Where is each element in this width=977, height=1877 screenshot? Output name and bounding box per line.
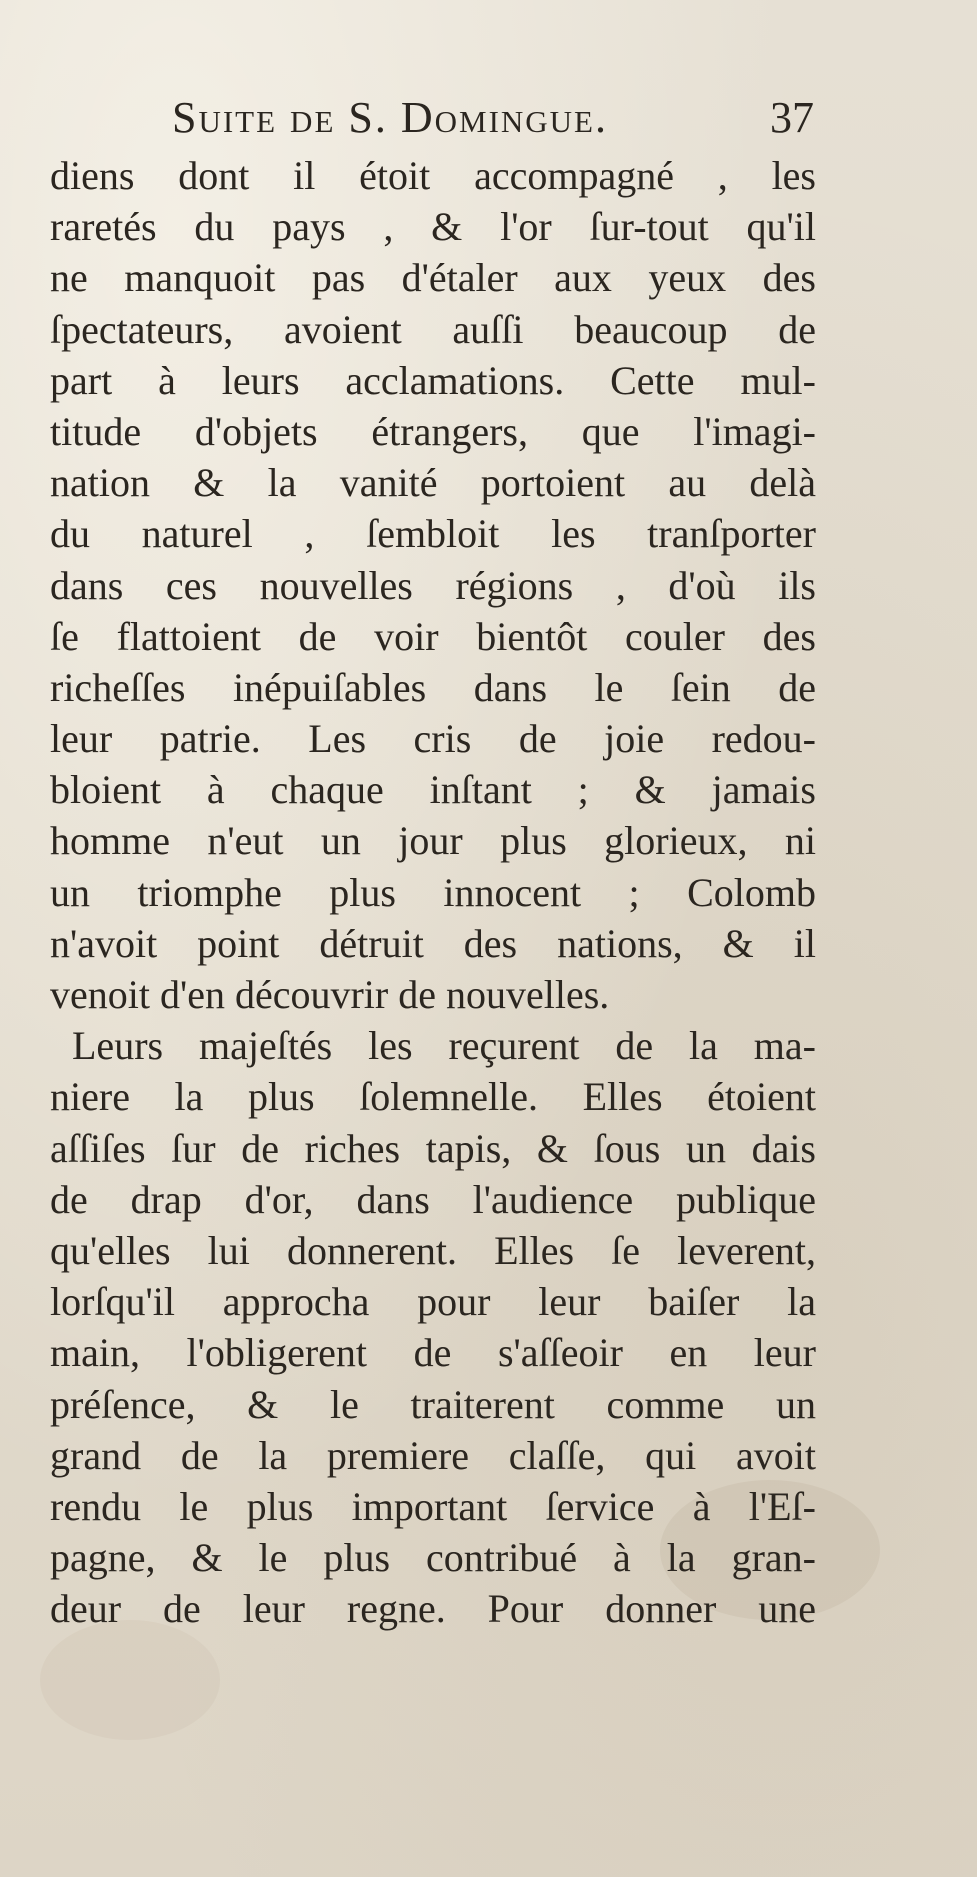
text-line: du naturel , ſembloit les tranſporter — [50, 511, 816, 557]
text-line: Leurs majeſtés les reçurent de la ma- — [72, 1023, 816, 1069]
text-line: venoit d'en découvrir de nouvelles. — [50, 972, 610, 1017]
text-line: un triomphe plus innocent ; Colomb — [50, 869, 816, 915]
text-line: rendu le plus important ſervice à l'Eſ- — [50, 1483, 816, 1529]
text-line: main, l'obligerent de s'aſſeoir en leur — [50, 1330, 816, 1376]
text-line: homme n'eut un jour plus glorieux, ni — [50, 818, 816, 864]
page-header — [172, 92, 822, 148]
page-number: 37 — [770, 93, 814, 142]
paper-stain — [40, 1620, 220, 1740]
text-line: ſpectateurs, avoient auſſi beaucoup de — [50, 306, 816, 352]
running-head: Suite de S. Domingue. — [172, 93, 608, 142]
text-line: nation & la vanité portoient au delà — [50, 460, 816, 506]
text-line: niere la plus ſolemnelle. Elles étoient — [50, 1074, 816, 1120]
text-line: bloient à chaque inſtant ; & jamais — [50, 767, 816, 813]
text-line: de drap d'or, dans l'audience publique — [50, 1176, 816, 1222]
text-line: grand de la premiere claſſe, qui avoit — [50, 1432, 816, 1478]
paragraph — [50, 150, 816, 1020]
text-line: leur patrie. Les cris de joie redou- — [50, 716, 816, 762]
text-line: deur de leur regne. Pour donner une — [50, 1586, 816, 1632]
text-line: diens dont il étoit accompagné , les — [50, 153, 816, 198]
text-line: titude d'objets étrangers, que l'imagi- — [50, 408, 816, 454]
paragraph — [50, 1020, 816, 1634]
text-line: raretés du pays , & l'or ſur-tout qu'il — [50, 204, 816, 250]
text-line: n'avoit point détruit des nations, & il — [50, 920, 816, 966]
text-line: part à leurs acclamations. Cette mul- — [50, 357, 816, 403]
text-line: richeſſes inépuiſables dans le ſein de — [50, 664, 816, 710]
text-line: lorſqu'il approcha pour leur baiſer la — [50, 1279, 816, 1325]
text-line: dans ces nouvelles régions , d'où ils — [50, 562, 816, 608]
text-line: pagne, & le plus contribué à la gran- — [50, 1535, 816, 1581]
text-line: aſſiſes ſur de riches tapis, & ſous un dais — [50, 1125, 816, 1171]
text-line: ſe flattoient de voir bientôt couler des — [50, 613, 816, 659]
body-text — [50, 150, 816, 1634]
text-line: qu'elles lui donnerent. Elles ſe leverent, — [50, 1227, 816, 1273]
text-line: préſence, & le traiterent comme un — [50, 1381, 816, 1427]
text-line: ne manquoit pas d'étaler aux yeux des — [50, 255, 816, 301]
